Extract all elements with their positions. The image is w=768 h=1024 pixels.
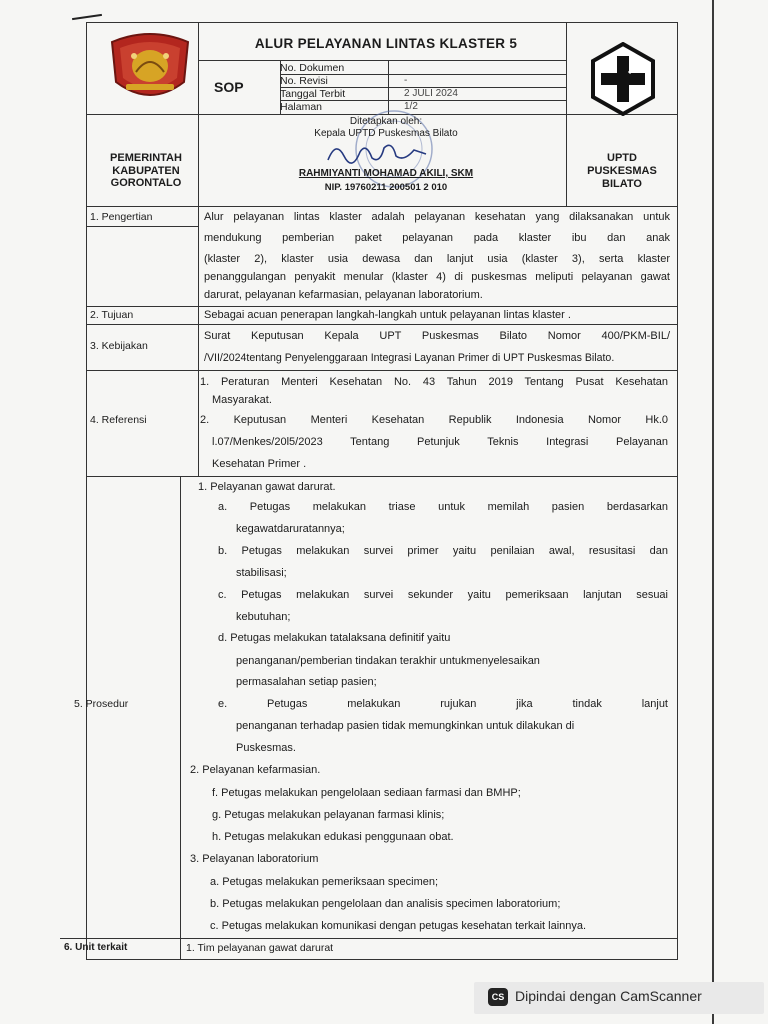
column-divider xyxy=(180,476,181,960)
referensi-line: l.07/Menkes/20l5/2023 Tentang Petunjuk Teknis Integrasi Pelayanan xyxy=(212,436,668,448)
uptd-line: BILATO xyxy=(602,178,642,190)
sop-label: SOP xyxy=(214,79,244,95)
pengertian-line: darurat, pelayanan kefarmasian, pelayanan laboratorium. xyxy=(204,289,483,301)
prosedur-item: f. Petugas melakukan pengelolaan sediaan farmasi dan BMHP; xyxy=(212,787,521,799)
prosedur-item-cont: kegawatdaruratannya; xyxy=(236,523,345,535)
prosedur-item: c. Petugas melakukan komunikasi dengan petugas kesehatan terkait lainnya. xyxy=(210,920,587,932)
meta-value-revisi: - xyxy=(404,75,408,86)
section-label-tujuan: 2. Tujuan xyxy=(90,309,134,321)
meta-label-revisi: No. Revisi xyxy=(280,75,328,87)
section-label-prosedur: 5. Prosedur xyxy=(74,698,129,710)
meta-value-tanggal: 2 JULI 2024 xyxy=(404,88,458,99)
pengertian-line: Alur pelayanan lintas klaster adalah pelayanan kesehatan yang dilaksanakan untuk xyxy=(204,211,670,223)
row-divider xyxy=(86,324,678,325)
document-title: ALUR PELAYANAN LINTAS KLASTER 5 xyxy=(254,36,518,51)
referensi-line: Masyarakat. xyxy=(212,394,272,406)
gov-line: GORONTALO xyxy=(110,177,182,189)
prosedur-heading: 3. Pelayanan laboratorium xyxy=(190,853,319,865)
signature-image xyxy=(322,138,442,168)
row-divider xyxy=(86,370,678,371)
pen-mark xyxy=(72,14,102,20)
prosedur-item-cont: permasalahan setiap pasien; xyxy=(236,676,377,688)
approval-label: Ditetapkan oleh: xyxy=(349,116,423,127)
approval-position: Kepala UPTD Puskesmas Bilato xyxy=(314,128,458,139)
meta-label-tanggal: Tanggal Terbit xyxy=(280,88,346,100)
prosedur-item-cont: kebutuhan; xyxy=(236,611,291,623)
gov-line: PEMERINTAH xyxy=(110,152,182,164)
row-divider xyxy=(86,306,678,307)
prosedur-item: a. Petugas melakukan pemeriksaan specimen; xyxy=(210,876,439,888)
prosedur-heading: 1. Pelayanan gawat darurat. xyxy=(198,481,336,493)
gov-line: KABUPATEN xyxy=(112,164,180,177)
meta-label-halaman: Halaman xyxy=(280,101,323,113)
uptd-line: PUSKESMAS xyxy=(587,165,657,177)
signer-name: RAHMIYANTI MOHAMAD AKILI, SKM xyxy=(298,168,474,179)
prosedur-item: c. Petugas melakukan survei sekunder yaitu pemeriksaan lanjutan sesuai xyxy=(218,589,668,601)
prosedur-item: e. Petugas melakukan rujukan jika tindak lanjut xyxy=(218,698,668,710)
prosedur-item-cont: penanganan terhadap pasien tidak memungkinkan untuk dilakukan di xyxy=(236,720,575,732)
title-divider xyxy=(198,60,566,61)
prosedur-item: g. Petugas melakukan pelayanan farmasi klinis; xyxy=(212,809,445,821)
uptd-line: UPTD xyxy=(607,152,637,164)
section-label-pengertian: 1. Pengertian xyxy=(90,211,153,223)
prosedur-item: d. Petugas melakukan tatalaksana definitif yaitu xyxy=(218,632,451,644)
prosedur-item: b. Petugas melakukan pengelolaan dan analisis specimen laboratorium; xyxy=(210,898,561,910)
referensi-line: Kesehatan Primer . xyxy=(212,458,307,470)
page-edge-line xyxy=(712,0,714,1024)
meta-label-dokumen: No. Dokumen xyxy=(280,62,345,74)
section-label-unit-terkait: 6. Unit terkait xyxy=(64,942,128,953)
signer-nip: NIP. 19760211 200501 2 010 xyxy=(324,182,448,193)
prosedur-heading: 2. Pelayanan kefarmasian. xyxy=(190,764,321,776)
column-divider xyxy=(198,22,199,476)
prosedur-item-cont: Puskesmas. xyxy=(236,742,296,754)
kebijakan-line: /VII/2024tentang Penyelenggaraan Integrasi Layanan Primer di UPT Puskesmas Bilato. xyxy=(204,352,615,364)
kebijakan-line: Surat Keputusan Kepala UPT Puskesmas Bilato Nomor 400/PKM-BIL/ xyxy=(204,330,670,342)
prosedur-item: b. Petugas melakukan survei primer yaitu penilaian awal, resusitasi dan xyxy=(218,545,668,557)
prosedur-item-cont: penanganan/pemberian tindakan terakhir untukmenyelesaikan xyxy=(236,655,540,667)
prosedur-item: h. Petugas melakukan edukasi penggunaan obat. xyxy=(212,831,454,843)
tujuan-text: Sebagai acuan penerapan langkah-langkah untuk pelayanan lintas klaster . xyxy=(204,309,571,321)
gorontalo-regency-logo xyxy=(104,28,196,104)
unit-terkait-text: 1. Tim pelayanan gawat darurat xyxy=(186,942,334,954)
pengertian-line: penanggulangan penyakit menular (klaster 4) di puskesmas meliputi pelayanan gawat xyxy=(204,271,670,283)
camscanner-text: Dipindai dengan CamScanner xyxy=(515,988,702,1004)
government-name xyxy=(92,152,200,190)
row-divider xyxy=(86,206,678,207)
column-divider xyxy=(566,22,567,206)
institution-name xyxy=(570,152,674,191)
meta-value-halaman: 1/2 xyxy=(404,101,418,112)
prosedur-item: a. Petugas melakukan triase untuk memilah pasien berdasarkan xyxy=(218,501,668,513)
referensi-line: 1. Peraturan Menteri Kesehatan No. 43 Tahun 2019 Tentang Pusat Kesehatan xyxy=(200,376,668,388)
pengertian-line: mendukung pemberian paket pelayanan pada klaster ibu dan anak xyxy=(204,232,670,244)
section-label-kebijakan: 3. Kebijakan xyxy=(90,340,148,352)
puskesmas-logo xyxy=(590,42,656,116)
referensi-line: 2. Keputusan Menteri Kesehatan Republik Indonesia Nomor Hk.0 xyxy=(200,414,668,426)
camscanner-icon: CS xyxy=(488,988,508,1006)
row-divider xyxy=(86,476,678,477)
section-label-referensi: 4. Referensi xyxy=(90,414,147,426)
row-divider xyxy=(86,226,198,227)
row-divider xyxy=(60,938,678,939)
prosedur-item-cont: stabilisasi; xyxy=(236,567,287,579)
pengertian-line: (klaster 2), klaster usia dewasa dan lanjut usia (klaster 3), serta klaster xyxy=(204,253,670,265)
